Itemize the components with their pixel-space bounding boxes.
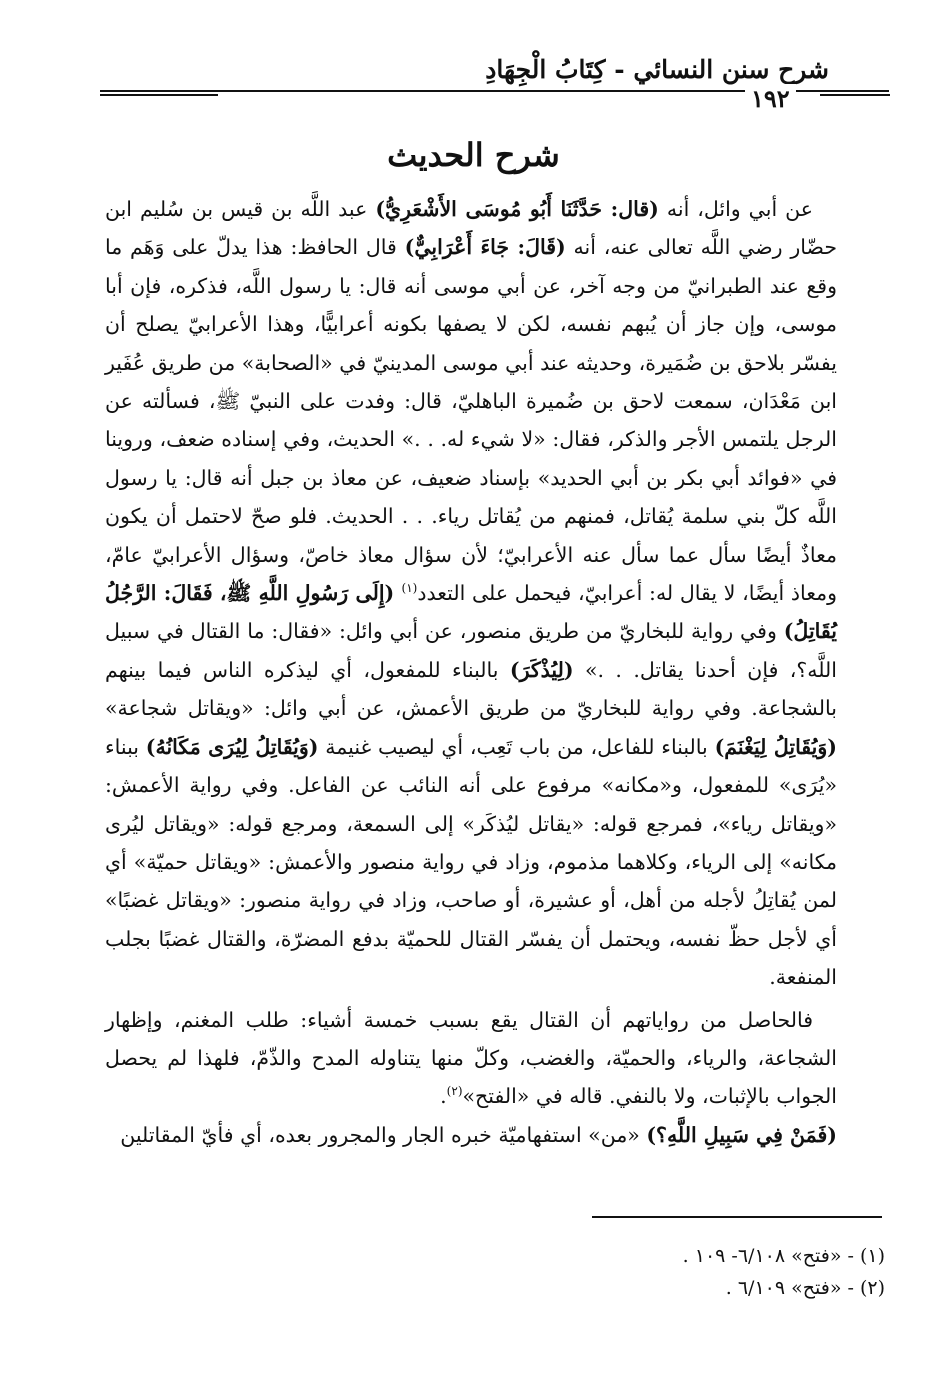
- text-run: عن أبي وائل، أنه: [658, 197, 813, 221]
- page-number: ١٩٢: [745, 84, 796, 113]
- header-rule-right: [820, 94, 890, 96]
- section-title: شرح الحديث: [387, 136, 560, 174]
- text-run: .: [440, 1084, 447, 1109]
- footnote-ref-2[interactable]: (٢): [446, 1084, 463, 1099]
- paragraph-1: [105, 190, 837, 997]
- header-rule-left: [100, 94, 218, 96]
- running-title: شرح سنن النسائي - كِتَابُ الْجِهَادِ: [485, 55, 829, 84]
- footnote-1: (١) - «فتح» ٦/١٠٨- ١٠٩ .: [682, 1245, 885, 1267]
- hadith-quote: (وَيُقَاتِلُ لِيُرَى مَكَانُهُ): [145, 734, 319, 759]
- text-run: بالبناء للفاعل، من باب تَعِب، أي ليصيب غنيمة: [318, 734, 715, 759]
- text-run: «من» استفهاميّة خبره الجار والمجرور بعده، أي فأيّ المقاتلين: [120, 1122, 647, 1147]
- footnote-2: (٢) - «فتح» ٦/١٠٩ .: [725, 1277, 885, 1299]
- footnotes: [385, 1240, 885, 1304]
- footnote-rule: [592, 1216, 882, 1218]
- text-run: ببناء «يُرَى» للمفعول، و«مكانه» مرفوع على أنه النائب عن الفاعل. وفي رواية الأعمش: «ويقاتل رياء»، فمرجع قوله: «يقاتل ليُذكَر» إلى السمعة، ومرجع قوله: «ويقاتل ليُرى مكانه» إلى الرياء، وكلاهما مذموم، وزاد في رواية منصور والأعمش: «ويقاتل حميّة» أي لمن يُقاتِلُ لأجله من أهل، أو عشيرة، أو صاحب، وزاد في رواية منصور: «ويقاتل غضبًا» أي لأجل حظّ نفسه، ويحتمل أن يفسّر القتال للحميّة بدفع المضرّة، والقتال غضبًا بجلب المنفعة.: [105, 734, 837, 990]
- hadith-quote: (إِلَى رَسُولِ اللَّهِ ﷺ، فَقَالَ: الرَّجُلُ يُقَاتِلُ): [105, 581, 837, 644]
- footnote-ref-1[interactable]: (١): [401, 581, 418, 596]
- hadith-quote: (وَيُقَاتِلُ لِيَغْنَمَ): [714, 734, 837, 759]
- text-run: عبد اللَّه بن قيس بن سُليم ابن حضّار رضي اللَّه تعالى عنه، أنه: [105, 197, 837, 260]
- hadith-quote: (لِيُذْكَرَ): [509, 657, 574, 682]
- text-run: فالحاصل من رواياتهم أن القتال يقع بسبب خمسة أشياء: طلب المغنم، وإظهار الشجاعة، والرياء، والحميّة، والغضب، وكلّ منها يتناوله المدح والذّمّ، فلهذا لم يحصل الجواب بالإثبات، ولا بالنفي. قاله في «الفتح»: [105, 1007, 837, 1109]
- hadith-quote: (قَالَ: جَاءَ أَعْرَابِيٌّ): [404, 235, 566, 260]
- paragraph-3: [105, 1116, 837, 1154]
- text-run: قال الحافظ: هذا يدلّ على وَهَم ما وقع عند الطبرانيّ من وجه آخر، عن أبي موسى أنه قال: يا رسول اللَّه، فذكره، فإن أبا موسى، وإن جاز أن يُبهم نفسه، لكن لا يصفها بكونه أعرابيًّا، وهذا الأعرابيّ يصلح أن يفسّر بلاحق بن ضُمَيرة، وحديثه عند أبي موسى المدينيّ في «الصحابة» من طريق عُفَير ابن مَعْدَان، سمعت لاحق بن ضُميرة الباهليّ، قال: وفدت على النبيّ ﷺ، فسألته عن الرجل يلتمس الأجر والذكر، فقال: «لا شيء له. . .» الحديث، وفي إسناده ضعف، وروينا في «فوائد أبي بكر بن أبي الحديد» بإسناد ضعيف، عن معاذ بن جبل أنه قال: يا رسول اللَّه كلّ بني سلمة يُقاتل، فمنهم من يُقاتل رياء. . . الحديث. فلو صحّ لاحتمل أن يكون معاذٌ أيضًا سأل عما سأل عنه الأعرابيّ؛ لأن سؤال معاذ خاصّ، وسؤال الأعرابيّ عامّ، ومعاذ أيضًا، لا يقال له: أعرابيّ، فيحمل على التعدد: [105, 235, 837, 606]
- hadith-quote: (قال: حَدَّثَنَا أَبُو مُوسَى الأَشْعَرِيُّ): [375, 197, 659, 221]
- text-run: بالبناء للمفعول، أي ليذكره الناس فيما بينهم بالشجاعة. وفي رواية للبخاريّ من طريق الأعمش، عن أبي وائل: «ويقاتل شجاعة»: [105, 657, 837, 721]
- paragraph-2: [105, 1001, 837, 1116]
- commentary-body: [105, 186, 837, 1154]
- text-run: وفي رواية للبخاريّ من طريق منصور، عن أبي وائل: «فقال: ما القتال في سبيل اللَّه؟، فإن أحدنا يقاتل. . .»: [105, 619, 837, 682]
- hadith-quote: (فَمَنْ فِي سَبِيلِ اللَّهِ؟): [646, 1122, 837, 1147]
